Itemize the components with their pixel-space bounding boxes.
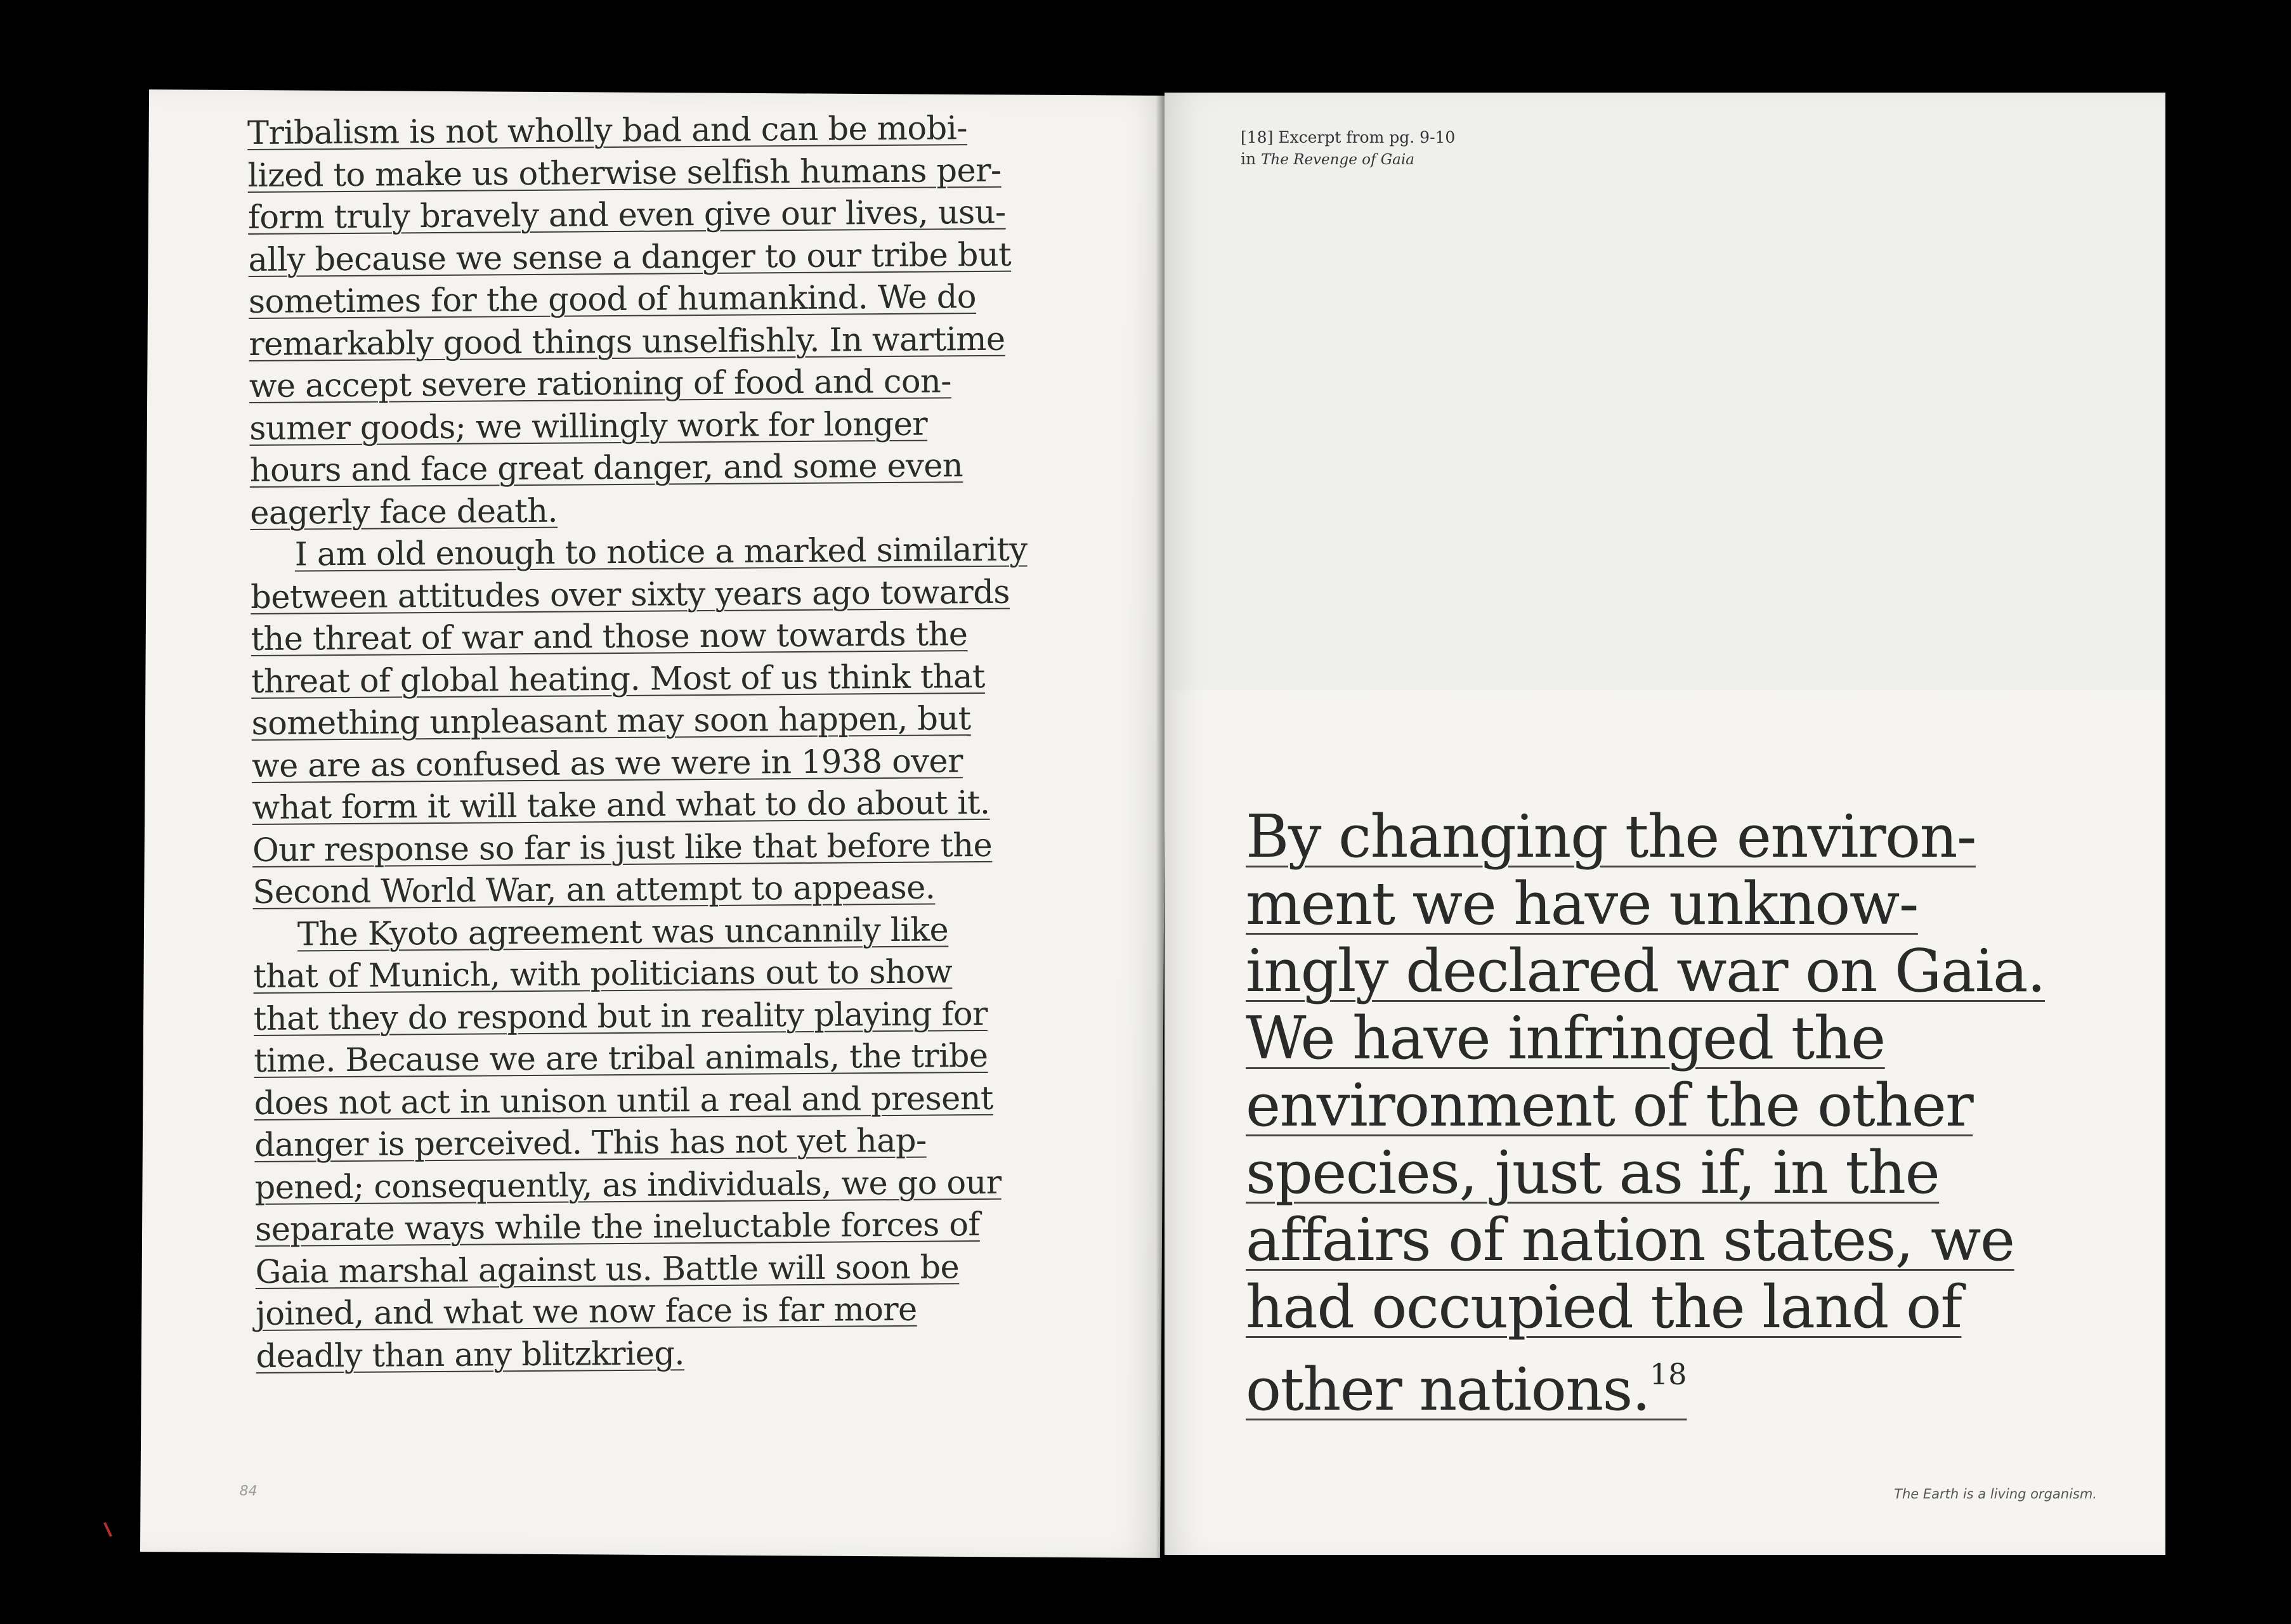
pull-quote bbox=[1246, 803, 2121, 1423]
text-line: sumer goods; we willingly work for longer bbox=[249, 405, 928, 448]
text-line: remarkably good things unselfishly. In wartime bbox=[249, 320, 1005, 363]
quote-line: ment we have unknow- bbox=[1246, 869, 1918, 938]
quote-line: By changing the environ- bbox=[1246, 802, 1976, 871]
quote-line-last bbox=[1246, 1341, 2121, 1423]
footnote-book-title: The Revenge of Gaia bbox=[1261, 152, 1414, 168]
text-line: eagerly face death. bbox=[250, 492, 558, 532]
body-text bbox=[247, 107, 1119, 1378]
text-line: Tribalism is not wholly bad and can be mobi- bbox=[247, 110, 968, 153]
text-line: something unpleasant may soon happen, but bbox=[251, 700, 971, 743]
quote-line: We have infringed the bbox=[1246, 1004, 1885, 1072]
quote-line: ingly declared war on Gaia. bbox=[1246, 937, 2045, 1005]
text-line: danger is perceived. This has not yet hap- bbox=[254, 1122, 927, 1165]
text-line: pened; consequently, as individuals, we go our bbox=[254, 1164, 1002, 1207]
quote-line: species, just as if, in the bbox=[1246, 1138, 1940, 1207]
footnote bbox=[1241, 127, 1455, 171]
text-line: does not act in unison until a real and present bbox=[254, 1079, 994, 1122]
footnote-reference: 18 bbox=[1649, 1357, 1687, 1391]
text-line: form truly bravely and even give our lives, usu- bbox=[247, 193, 1006, 237]
text-line: Our response so far is just like that before the bbox=[252, 826, 993, 869]
quote-line: affairs of nation states, we bbox=[1246, 1205, 2014, 1274]
footnote-book-line bbox=[1241, 148, 1455, 171]
text-line: between attitudes over sixty years ago towards bbox=[250, 573, 1010, 616]
text-line: threat of global heating. Most of us think that bbox=[251, 658, 985, 701]
quote-line: environment of the other bbox=[1246, 1071, 1973, 1140]
text-line: The Kyoto agreement was uncannily like bbox=[297, 911, 949, 954]
text-line: we are as confused as we were in 1938 over bbox=[251, 742, 963, 785]
text-line: sometimes for the good of humankind. We do bbox=[248, 278, 977, 322]
footnote-source: [18] Excerpt from pg. 9-10 bbox=[1241, 128, 1456, 146]
quote-line: had occupied the land of bbox=[1246, 1273, 1962, 1341]
text-line: the threat of war and those now towards the bbox=[251, 616, 968, 659]
text-line: separate ways while the ineluctable forces of bbox=[254, 1206, 980, 1249]
text-line: lized to make us otherwise selfish humans per- bbox=[247, 152, 1002, 195]
quote-line: other nations. bbox=[1246, 1355, 1650, 1424]
page-edge-mark bbox=[103, 1522, 112, 1536]
right-page bbox=[1165, 93, 2165, 1555]
text-line: joined, and what we now face is far more bbox=[255, 1290, 917, 1334]
left-page bbox=[140, 89, 1169, 1558]
running-footer-tagline: The Earth is a living organism. bbox=[1894, 1486, 2097, 1502]
text-line: that they do respond but in reality playing for bbox=[253, 995, 988, 1038]
text-line: we accept severe rationing of food and con- bbox=[249, 363, 952, 406]
text-line: what form it will take and what to do about it. bbox=[252, 784, 990, 828]
text-line: hours and face great danger, and some even bbox=[249, 447, 963, 490]
text-line: time. Because we are tribal animals, the tribe bbox=[254, 1037, 988, 1081]
text-line: Second World War, an attempt to appease. bbox=[252, 869, 936, 912]
text-line: I am old enough to notice a marked similarity bbox=[294, 531, 1028, 574]
footnote-prefix: in bbox=[1241, 150, 1262, 168]
text-line: that of Munich, with politicians out to show bbox=[253, 953, 953, 996]
page-number: 84 bbox=[239, 1483, 258, 1500]
text-line: deadly than any blitzkrieg. bbox=[256, 1334, 685, 1375]
text-line: ally because we sense a danger to our tribe but bbox=[248, 236, 1012, 279]
text-line: Gaia marshal against us. Battle will soon be bbox=[255, 1248, 960, 1291]
